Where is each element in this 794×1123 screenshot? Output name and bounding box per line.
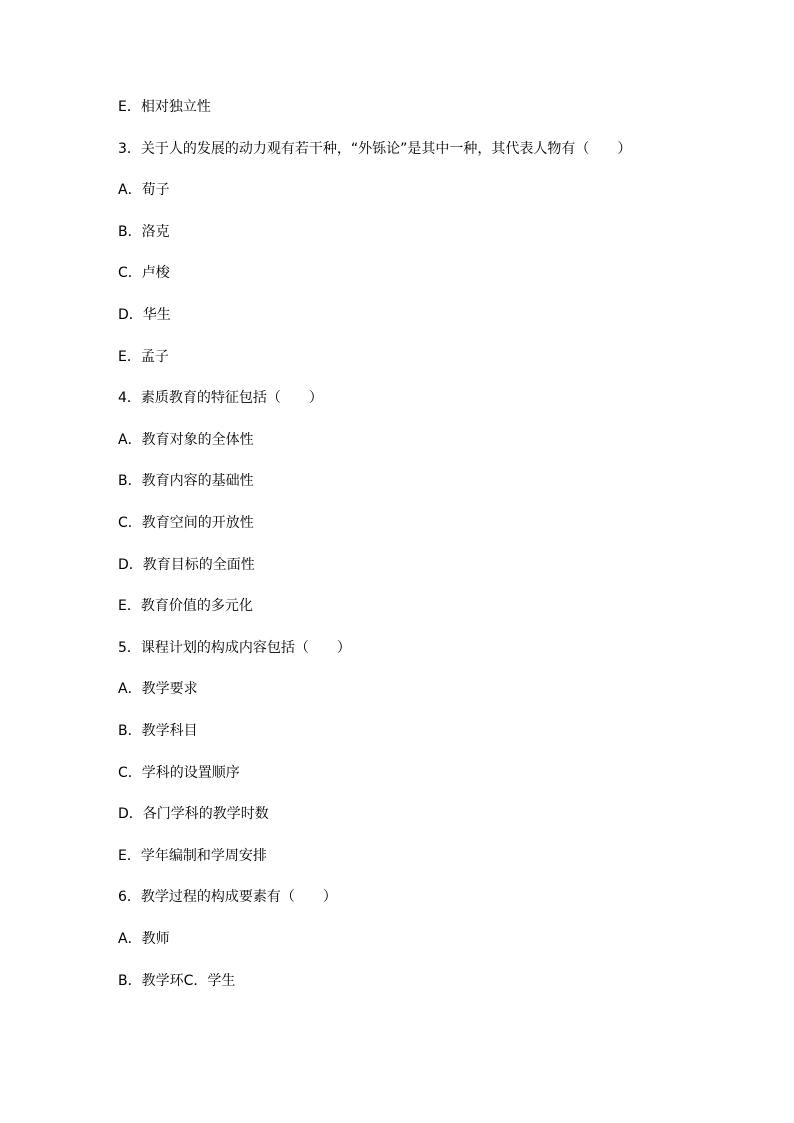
option-d-q5: D．各门学科的教学时数 (118, 806, 269, 822)
question-5: 5．课程计划的构成内容包括（ ） (118, 640, 351, 656)
question-6: 6．教学过程的构成要素有（ ） (118, 889, 337, 905)
option-e-q4: E．教育价值的多元化 (118, 598, 253, 614)
option-b-q5: B．教学科目 (118, 723, 198, 739)
option-e-q5: E．学年编制和学周安排 (118, 848, 267, 864)
option-e-q3: E．孟子 (118, 349, 169, 365)
question-4: 4．素质教育的特征包括（ ） (118, 390, 323, 406)
option-a-q6: A．教师 (118, 931, 170, 947)
option-c-q3: C．卢梭 (118, 265, 170, 281)
option-b-q4: B．教育内容的基础性 (118, 473, 254, 489)
option-a-q3: A．荀子 (118, 182, 170, 198)
option-d-q4: D．教育目标的全面性 (118, 557, 255, 573)
option-b-c-q6: B．教学环C．学生 (118, 973, 236, 989)
option-e-q2: E．相对独立性 (118, 99, 211, 115)
option-c-q5: C．学科的设置顺序 (118, 765, 240, 781)
option-b-q3: B．洛克 (118, 224, 170, 240)
question-3: 3．关于人的发展的动力观有若干种，“外铄论”是其中一种，其代表人物有（ ） (118, 141, 632, 157)
option-c-q4: C．教育空间的开放性 (118, 515, 254, 531)
option-a-q4: A．教育对象的全体性 (118, 432, 254, 448)
option-d-q3: D．华生 (118, 307, 171, 323)
option-a-q5: A．教学要求 (118, 681, 198, 697)
